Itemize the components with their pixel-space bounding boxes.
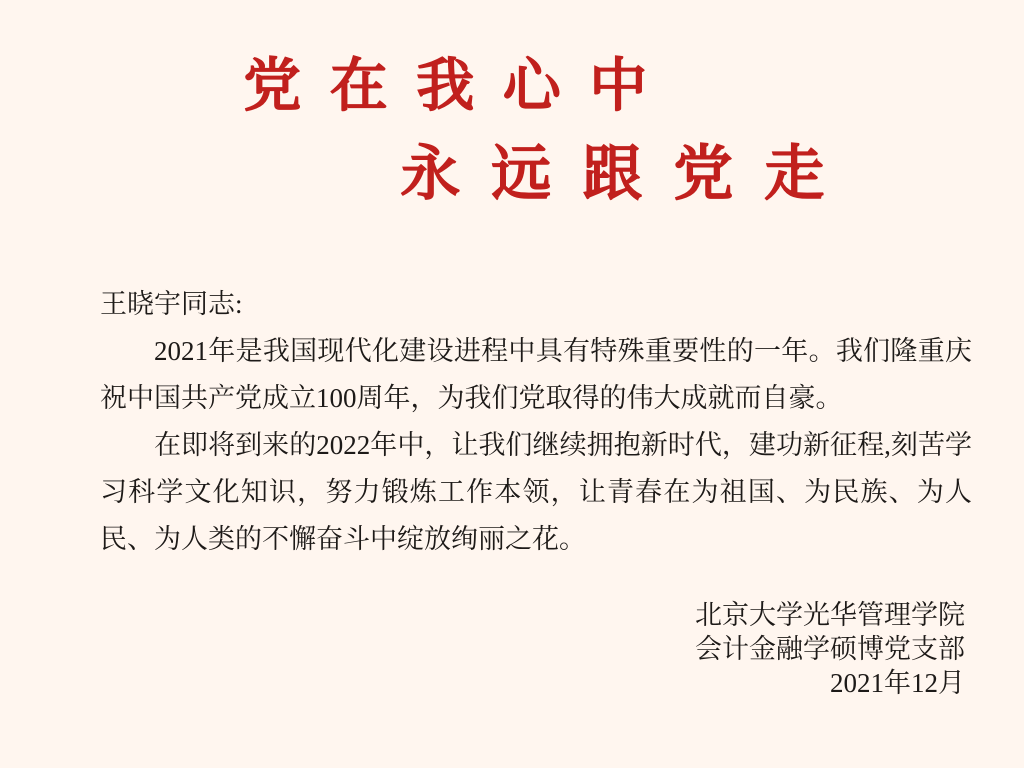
- signature-block: [695, 598, 965, 700]
- paragraph-2: 在即将到来的2022年中，让我们继续拥抱新时代，建功新征程,刻苦学习科学文化知识，努力锻炼工作本领，让青春在为祖国、为民族、为人民、为人类的不懈奋斗中绽放绚丽之花。: [100, 430, 972, 554]
- title-line-2: 永 远 跟 党 走: [400, 140, 832, 207]
- letter-body: [100, 281, 972, 563]
- signature-date: 2021年12月: [830, 668, 965, 698]
- slide-title: [0, 50, 1024, 212]
- signature-org-line-2: 会计金融学硕博党支部: [695, 634, 965, 664]
- signature-org-line-1: 北京大学光华管理学院: [695, 600, 965, 630]
- title-line-1: 党 在 我 心 中: [243, 53, 655, 118]
- salutation: 王晓宇同志:: [100, 289, 243, 319]
- paragraph-1: 2021年是我国现代化建设进程中具有特殊重要性的一年。我们隆重庆祝中国共产党成立100周年，为我们党取得的伟大成就而自豪。: [100, 336, 972, 413]
